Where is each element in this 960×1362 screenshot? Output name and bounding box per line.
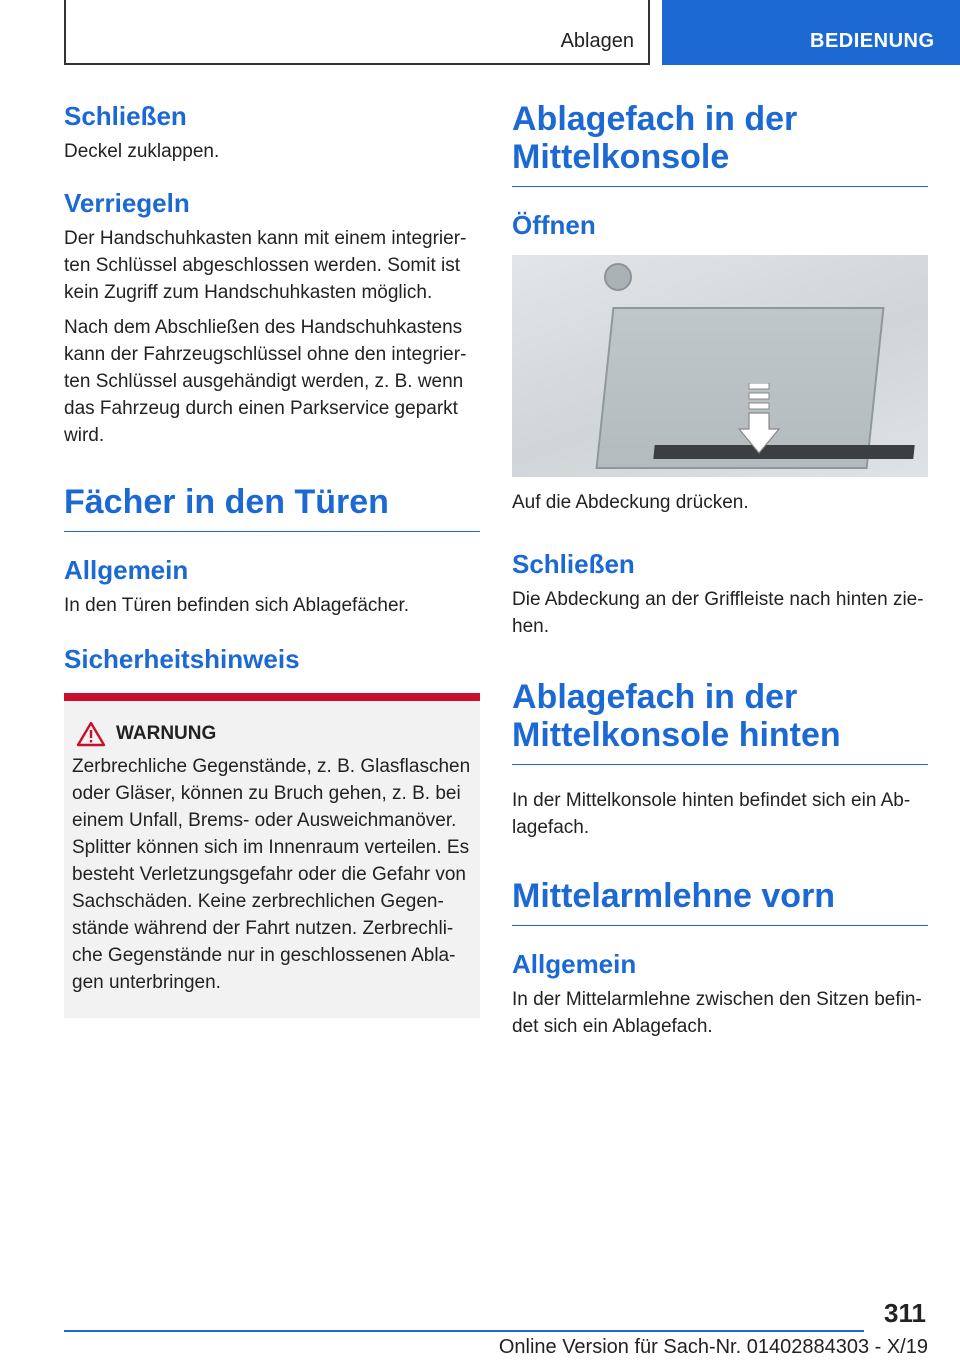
armrest-general-heading: Allgemein bbox=[512, 949, 637, 979]
console-knob bbox=[604, 263, 632, 291]
close-text: Deckel zuklappen. bbox=[64, 141, 220, 162]
rear-text: In der Mittelkonsole hinten befindet sich ein Ab-lagefach. bbox=[512, 790, 911, 838]
warning-box bbox=[64, 693, 480, 1018]
right-column bbox=[512, 100, 928, 1040]
right-close-text: Die Abdeckung an der Griffleiste nach hinten zie-hen. bbox=[512, 589, 924, 637]
general-heading: Allgemein bbox=[64, 555, 189, 585]
down-arrow-icon bbox=[737, 383, 781, 457]
warning-header bbox=[72, 721, 472, 747]
warning-text: Zerbrechliche Gegenstände, z. B. Glasflaschen oder Gläser, können zu Bruch gehen, z. B. bei einem Unfall, Brems- oder Ausweichmanöver. Splitter können sich im Innenraum verteilen. Es besteht Verletzungsgefahr oder die Gefahr von Sachschäden. Keine zerbrechlichen Gegen-stände während der Fahrt nutzen. Zerbrechli-che Gegenstände nur in geschlossenen Abla-gen unterbringen. bbox=[72, 756, 471, 993]
lock-paragraph-2: Nach dem Abschließen des Handschuhkastens kann der Fahrzeugschlüssel ohne den integrier-ten Schlüssel ausgehändigt werden, z. B. wenn das Fahrzeug durch einen Parkservice geparkt wird. bbox=[64, 317, 467, 446]
armrest-heading: Mittelarmlehne vorn bbox=[512, 877, 928, 926]
footer-online-version[interactable]: Online Version für Sach-Nr. 01402884303 - X/19 bbox=[498, 1336, 928, 1358]
rear-heading: Ablagefach in der Mittelkonsole hinten bbox=[512, 678, 928, 765]
header-chapter-tab[interactable]: BEDIENUNG bbox=[662, 0, 960, 65]
warning-triangle-icon bbox=[76, 721, 106, 747]
left-column bbox=[64, 100, 480, 1018]
console-grip-edge bbox=[653, 445, 914, 459]
open-caption: Auf die Abdeckung drücken. bbox=[512, 492, 749, 513]
general-text: In den Türen befinden sich Ablagefächer. bbox=[64, 595, 410, 616]
lock-heading: Verriegeln bbox=[64, 188, 190, 218]
safety-heading: Sicherheitshinweis bbox=[64, 644, 300, 674]
open-heading: Öffnen bbox=[512, 210, 596, 240]
right-close-heading: Schließen bbox=[512, 549, 635, 579]
warning-title: WARNUNG bbox=[116, 723, 217, 744]
header-section-title: Ablagen bbox=[560, 30, 634, 52]
doors-heading: Fächer in den Türen bbox=[64, 483, 480, 532]
console-photo bbox=[512, 255, 928, 477]
console-heading: Ablagefach in der Mittelkonsole bbox=[512, 100, 928, 187]
close-heading: Schließen bbox=[64, 101, 187, 131]
lock-paragraph-1: Der Handschuhkasten kann mit einem integrier-ten Schlüssel abgeschlossen werden. Somit ist kein Zugriff zum Handschuhkasten möglich. bbox=[64, 228, 467, 303]
footer-rule bbox=[64, 1330, 864, 1332]
header-section-box bbox=[64, 0, 650, 65]
armrest-text: In der Mittelarmlehne zwischen den Sitzen befin-det sich ein Ablagefach. bbox=[512, 989, 922, 1037]
page-number: 311 bbox=[884, 1298, 926, 1328]
